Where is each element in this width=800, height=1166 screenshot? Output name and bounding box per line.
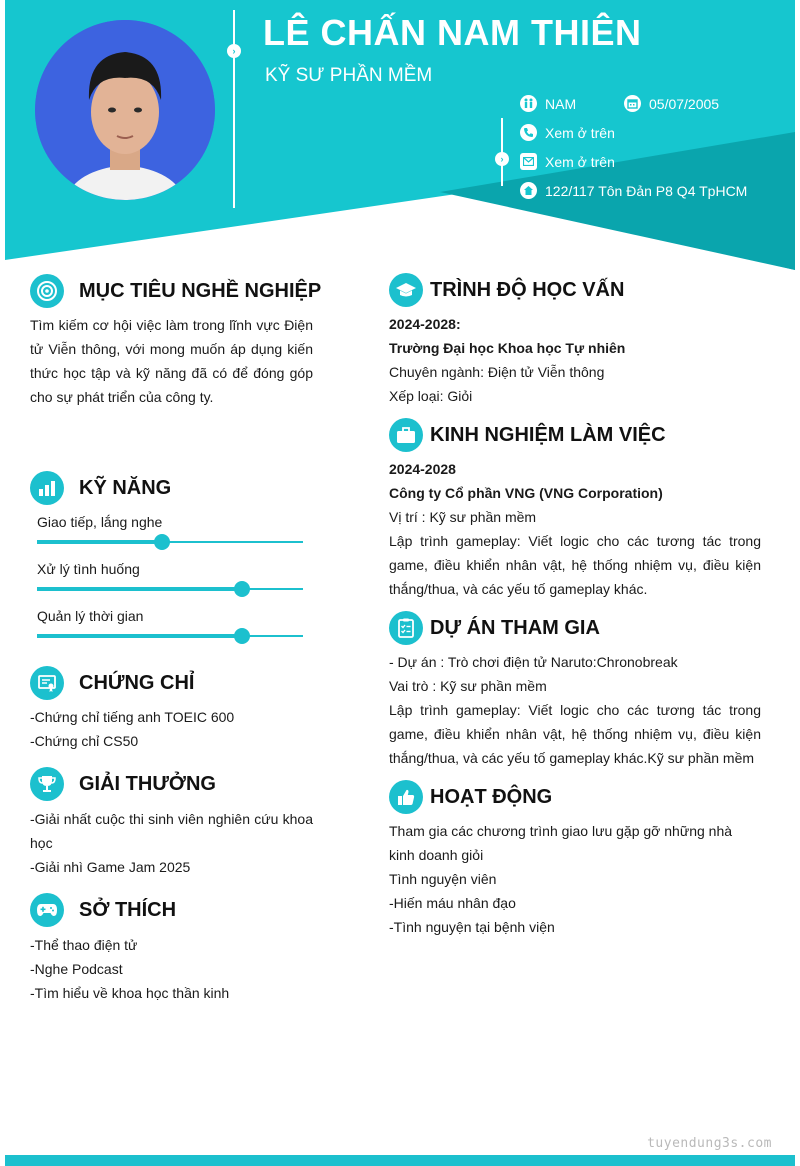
experience-position: Vị trí : Kỹ sư phần mềm bbox=[389, 509, 537, 525]
objective-text: Tìm kiếm cơ hội việc làm trong lĩnh vực Điện tử Viễn thông, với mong muốn áp dụng kiến thức học tập và kỹ năng đã có để đóng góp cho sự phát triển của công ty. bbox=[30, 317, 313, 405]
education-title: TRÌNH ĐỘ HỌC VẤN bbox=[430, 278, 625, 301]
phone-text: Xem ở trên bbox=[545, 124, 615, 141]
list-item: Tình nguyện viên bbox=[389, 871, 497, 887]
bar-chart-icon bbox=[30, 471, 64, 505]
activities-heading bbox=[389, 780, 552, 814]
certificate-icon bbox=[30, 666, 64, 700]
gender-info bbox=[520, 95, 576, 112]
skill-label: Quản lý thời gian bbox=[37, 608, 144, 624]
hobbies-heading bbox=[30, 893, 176, 927]
hobbies-title: SỞ THÍCH bbox=[79, 898, 177, 921]
trophy-icon bbox=[30, 767, 64, 801]
chevron-right-icon: › bbox=[227, 44, 241, 58]
checklist-icon bbox=[389, 611, 423, 645]
list-item: -Hiến máu nhân đạo bbox=[389, 895, 516, 911]
birthday-text: 05/07/2005 bbox=[649, 95, 720, 112]
education-school: Trường Đại học Khoa học Tự nhiên bbox=[389, 340, 626, 356]
list-item: -Giải nhì Game Jam 2025 bbox=[30, 859, 191, 875]
gender-text: NAM bbox=[545, 95, 577, 112]
experience-period: 2024-2028 bbox=[389, 461, 456, 477]
experience-heading bbox=[389, 418, 666, 452]
projects-heading bbox=[389, 611, 600, 645]
objective-title: MỤC TIÊU NGHỀ NGHIỆP bbox=[79, 279, 322, 302]
skill-bar bbox=[37, 588, 303, 590]
footer-bar bbox=[5, 1155, 795, 1166]
chevron-right-icon: › bbox=[495, 152, 509, 166]
education-rank: Xếp loại: Giỏi bbox=[389, 388, 473, 404]
project-name: - Dự án : Trò chơi điện tử Naruto:Chronobreak bbox=[389, 654, 678, 670]
phone-icon bbox=[520, 124, 537, 141]
list-item: -Giải nhất cuộc thi sinh viên nghiên cứu khoa học bbox=[30, 811, 313, 851]
project-role: Vai trò : Kỹ sư phần mềm bbox=[389, 678, 547, 694]
header-divider bbox=[233, 10, 235, 208]
target-icon bbox=[30, 274, 64, 308]
skill-bar-knob bbox=[154, 534, 170, 550]
skill-bar-knob bbox=[234, 628, 250, 644]
skills-title: KỸ NĂNG bbox=[79, 476, 172, 499]
home-icon bbox=[520, 182, 537, 199]
certificates-heading bbox=[30, 666, 194, 700]
education-heading bbox=[389, 273, 624, 307]
graduation-cap-icon bbox=[389, 273, 423, 307]
skills-heading bbox=[30, 471, 171, 505]
address-text: 122/117 Tôn Đản P8 Q4 TpHCM bbox=[545, 182, 748, 199]
objective-heading bbox=[30, 274, 321, 308]
job-title: KỸ SƯ PHẦN MỀM bbox=[265, 65, 433, 86]
list-item: -Tìm hiểu về khoa học thần kinh bbox=[30, 985, 230, 1001]
candidate-name: LÊ CHẤN NAM THIÊN bbox=[263, 12, 642, 53]
skill-bar-knob bbox=[234, 581, 250, 597]
experience-description: Lập trình gameplay: Viết logic cho các tương tác trong game, điều khiển nhân vật, hệ thống nhiệm vụ, điều kiện thắng/thua, và các yếu tố gameplay khác. bbox=[389, 533, 761, 597]
calendar-icon bbox=[624, 95, 641, 112]
experience-company: Công ty Cổ phần VNG (VNG Corporation) bbox=[389, 485, 663, 501]
skill-label: Xử lý tình huống bbox=[37, 561, 140, 577]
projects-title: DỰ ÁN THAM GIA bbox=[430, 616, 600, 639]
education-period: 2024-2028: bbox=[389, 316, 461, 332]
address-info bbox=[520, 182, 747, 199]
email-icon bbox=[520, 153, 537, 170]
list-item: -Tình nguyện tại bệnh viện bbox=[389, 919, 555, 935]
skill-bar bbox=[37, 635, 303, 637]
experience-content bbox=[389, 457, 761, 601]
briefcase-icon bbox=[389, 418, 423, 452]
list-item: Tham gia các chương trình giao lưu gặp gỡ những nhà kinh doanh giỏi bbox=[389, 823, 733, 863]
birthday-info bbox=[624, 95, 719, 112]
skill-bar-fill bbox=[37, 634, 242, 638]
awards-heading bbox=[30, 767, 216, 801]
skill-bar bbox=[37, 541, 303, 543]
skill-bar-fill bbox=[37, 540, 162, 544]
list-item: -Chứng chỉ tiếng anh TOEIC 600 bbox=[30, 709, 235, 725]
experience-title: KINH NGHIỆM LÀM VIỆC bbox=[430, 423, 666, 446]
gamepad-icon bbox=[30, 893, 64, 927]
hobbies-list bbox=[30, 933, 320, 1005]
education-major: Chuyên ngành: Điện tử Viễn thông bbox=[389, 364, 605, 380]
email-text: Xem ở trên bbox=[545, 153, 615, 170]
awards-title: GIẢI THƯỞNG bbox=[79, 772, 216, 795]
education-content bbox=[389, 312, 761, 408]
activities-content bbox=[389, 819, 761, 939]
list-item: -Nghe Podcast bbox=[30, 961, 123, 977]
watermark: tuyendung3s.com bbox=[647, 1136, 772, 1151]
activities-title: HOẠT ĐỘNG bbox=[430, 785, 553, 808]
skill-bar-fill bbox=[37, 587, 242, 591]
certificates-title: CHỨNG CHỈ bbox=[79, 671, 195, 694]
list-item: -Thể thao điện tử bbox=[30, 937, 138, 953]
list-item: -Chứng chỉ CS50 bbox=[30, 733, 139, 749]
email-info bbox=[520, 153, 615, 170]
certificates-list bbox=[30, 705, 320, 753]
project-description: Lập trình gameplay: Viết logic cho các tương tác trong game, điều khiển nhân vật, hệ thống nhiệm vụ, điều kiện thắng/thua, và các yếu tố gameplay khác.Kỹ sư phần mềm bbox=[389, 702, 761, 766]
phone-info bbox=[520, 124, 615, 141]
gender-icon bbox=[520, 95, 537, 112]
projects-content bbox=[389, 650, 761, 770]
avatar bbox=[35, 20, 215, 200]
awards-list bbox=[30, 807, 313, 879]
skill-label: Giao tiếp, lắng nghe bbox=[37, 514, 163, 530]
thumbs-up-icon bbox=[389, 780, 423, 814]
